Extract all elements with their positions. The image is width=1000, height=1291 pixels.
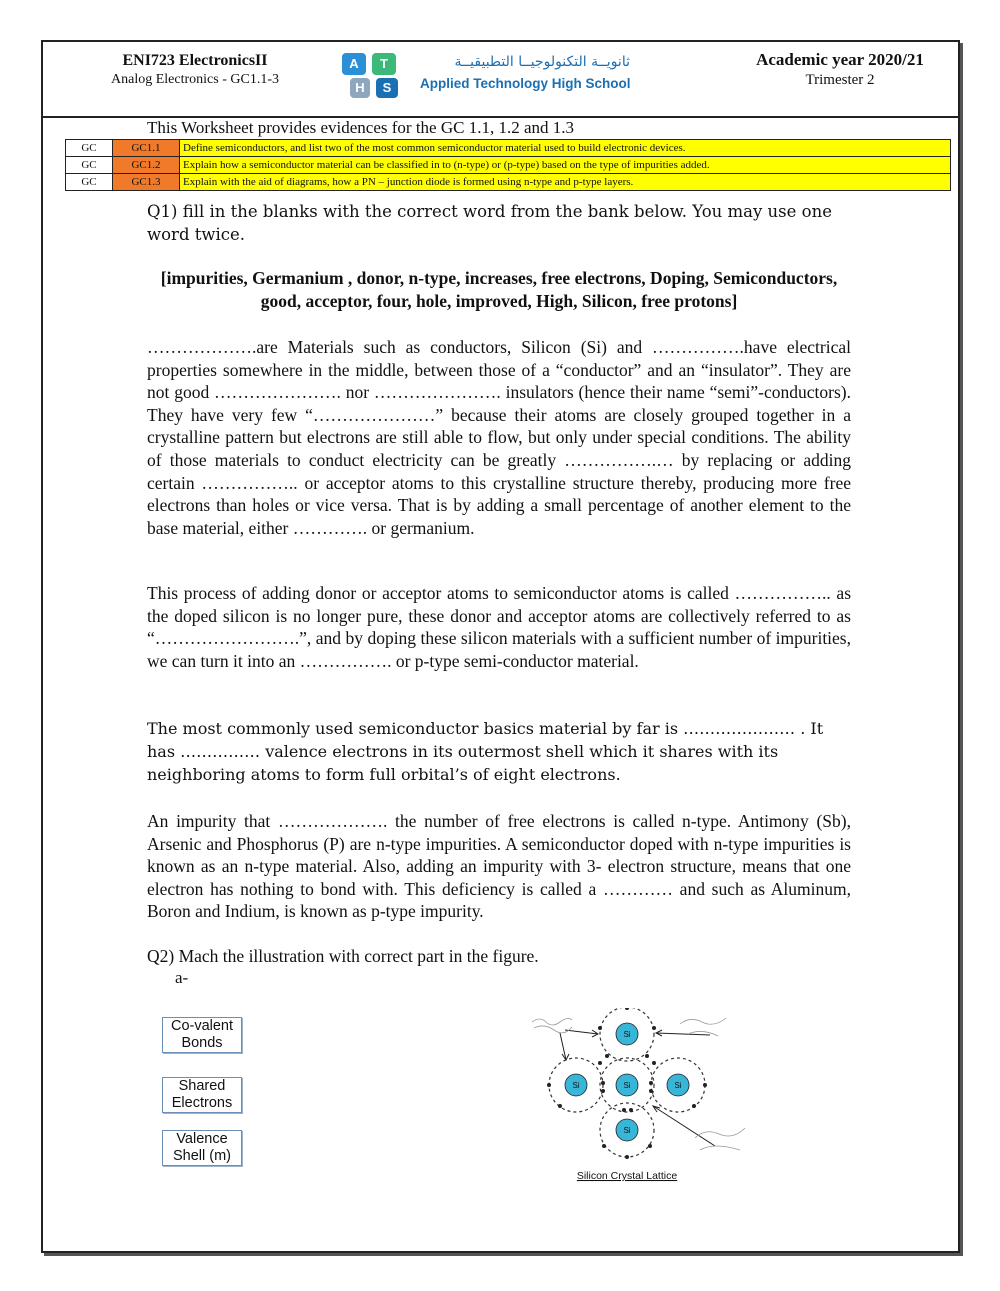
atom-symbol: Si (674, 1081, 682, 1090)
intro-text: This Worksheet provides evidences for the GC 1.1, 1.2 and 1.3 (147, 118, 575, 137)
gc-label: GC (66, 174, 113, 191)
scribbled-out-labels (532, 1018, 745, 1150)
course-subtitle: Analog Electronics - GC1.1-3 (111, 72, 279, 87)
academic-year: Academic year 2020/21 (756, 50, 924, 69)
term-header (720, 50, 960, 89)
gc-description: Explain how a semiconductor material can be classified in to (n-type) or (p-type) based on the type of impurities added. (180, 157, 951, 174)
course-header (60, 52, 330, 88)
gc-description: Define semiconductors, and list two of the most common semiconductor material used to build electronic devices. (180, 140, 951, 157)
logo-letter-s: S (376, 78, 398, 98)
atom-symbol: Si (623, 1126, 631, 1135)
gc-description: Explain with the aid of diagrams, how a PN – junction diode is formed using n-type and p-type layers. (180, 174, 951, 191)
q2-part-label: a- (175, 968, 189, 987)
gc-table (65, 139, 951, 191)
q1-prompt: Q1) fill in the blanks with the correct word from the bank below. You may use one word twice. (147, 202, 832, 244)
gc-code: GC1.1 (113, 140, 180, 157)
silicon-lattice-figure (520, 1008, 760, 1188)
table-row (66, 157, 951, 174)
atom-symbol: Si (623, 1030, 631, 1039)
logo-letter-h: H (350, 78, 370, 98)
course-code: ENI723 ElectronicsII (122, 52, 268, 69)
table-row (66, 140, 951, 157)
fill-paragraph-4: An impurity that ………………. the number of free electrons is called n-type. Antimony (Sb), Arsenic and Phosphorus (P) are n-type impurities. A semiconductor doped with n-type impurities is known as an n-type material. Also, adding an impurity with 3- electron structure, means that one electron has nothing to bond with. This deficiency is called a ………… and such as Aluminum, Boron and Indium, is known as p-type impurity. (147, 811, 851, 922)
fill-paragraph-1: ……………….are Materials such as conductors, Silicon (Si) and …………….have electrical properties somewhere in the middle, between those of a “conductor” and an “insulator”. They are not good …………………. nor …………………. insulators (hence their name “semi”-conductors). They have very few “…………………” because their atoms are closely grouped together in a crystalline pattern but electrons are still able to flow, but only under special conditions. The ability of those materials to conduct electricity can be greatly …………….… by replacing or adding certain …………….. or acceptor atoms to this crystalline structure thereby, producing more free electrons than holes or vice versa. That is by adding a small percentage of another element to the base material, either …………. or germanium. (147, 337, 851, 538)
label-valence-shell[interactable]: Valence Shell (m) (162, 1130, 242, 1166)
label-shared-electrons[interactable]: Shared Electrons (162, 1077, 242, 1113)
gc-label: GC (66, 140, 113, 157)
logo-letter-a: A (342, 53, 366, 75)
school-logo (342, 52, 642, 100)
atom-symbol: Si (623, 1081, 631, 1090)
trimester: Trimester 2 (805, 72, 875, 88)
label-covalent-bonds[interactable]: Co-valent Bonds (162, 1017, 242, 1053)
gc-code: GC1.3 (113, 174, 180, 191)
logo-arabic-name: ثانويــة التكنولوجيــا التطبيقيــة (454, 54, 630, 70)
fill-paragraph-3: The most commonly used semiconductor basics material by far is ………………… . It has …………… valence electrons in its outermost shell which it shares with its neighboring atoms to form full orbital’s of eight electrons. (147, 719, 824, 784)
figure-caption: Silicon Crystal Lattice (576, 1170, 678, 1182)
logo-letter-t: T (372, 53, 396, 75)
q2-prompt: Q2) Mach the illustration with correct part in the figure. (147, 946, 539, 966)
logo-english-name: Applied Technology High School (420, 76, 631, 91)
table-row (66, 174, 951, 191)
fill-paragraph-2: This process of adding donor or acceptor atoms to semiconductor atoms is called …………….. as the doped silicon is no longer pure, these donor and acceptor atoms are collectively referred to as “…………………….”, and by doping these silicon materials with a sufficient number of impurities, we can turn it into an ……………. or p-type semi-conductor material. (147, 583, 851, 671)
gc-code: GC1.2 (113, 157, 180, 174)
gc-label: GC (66, 157, 113, 174)
word-bank: [impurities, Germanium , donor, n-type, increases, free electrons, Doping, Semiconductors, good, acceptor, four, hole, improved, High, Silicon, free protons] (160, 268, 838, 311)
atom-symbol: Si (572, 1081, 580, 1090)
